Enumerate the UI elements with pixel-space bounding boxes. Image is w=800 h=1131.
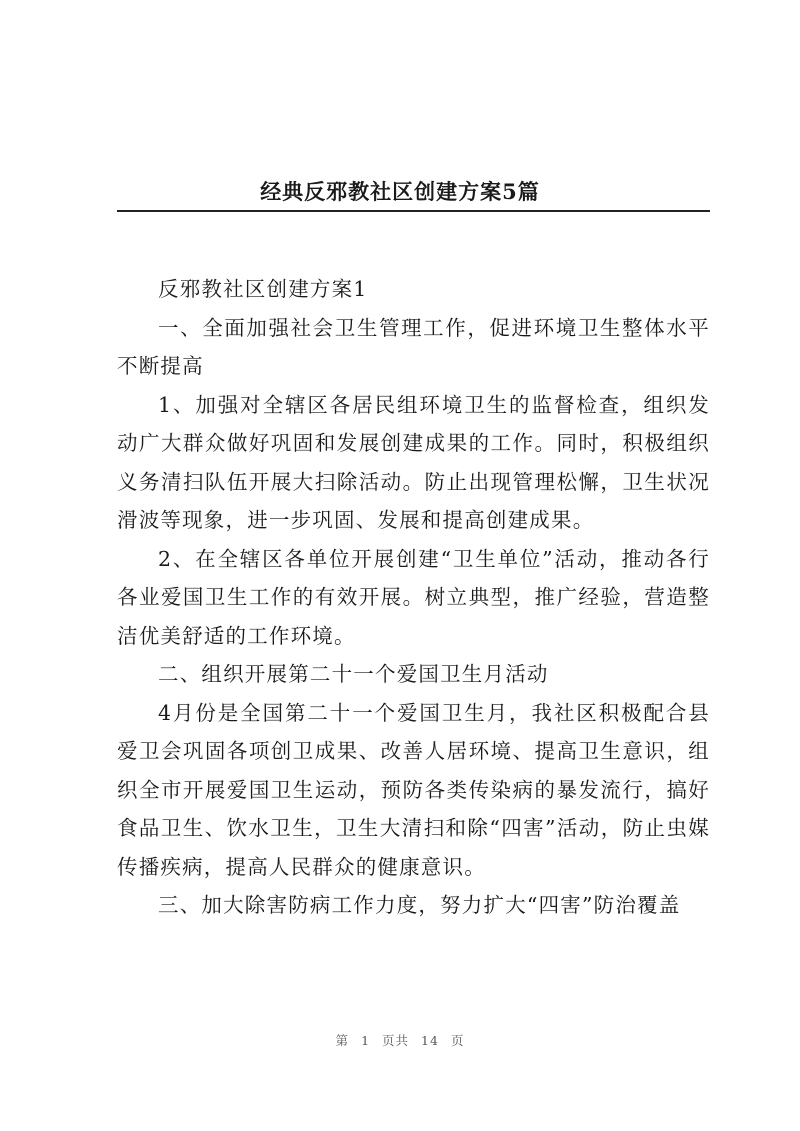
footer-label-pages: 页 <box>450 1033 465 1048</box>
footer-label-of: 页共 <box>382 1033 410 1048</box>
document-title: 经典反邪教社区创建方案5篇 <box>260 179 540 205</box>
footer-current-page: 1 <box>361 1033 371 1048</box>
paragraph: 三、加大除害防病工作力度，努力扩大“四害”防治覆盖 <box>158 893 681 917</box>
paragraph: 4月份是全国第二十一个爱国卫生月，我社区积极配合县爱卫会巩固各项创卫成果、改善人居环境、提高卫生意识，组织全市开展爱国卫生运动，预防各类传染病的暴发流行，搞好食品卫生、饮水卫生，卫生大清扫和除“四害”活动，防止虫媒传播疾病，提高人民群众的健康意识。 <box>117 700 710 879</box>
title-divider <box>117 210 710 212</box>
page-footer <box>0 1031 800 1049</box>
document-body <box>117 270 710 925</box>
footer-total-pages: 14 <box>421 1033 439 1048</box>
paragraph: 一、全面加强社会卫生管理工作，促进环境卫生整体水平不断提高 <box>117 315 710 378</box>
paragraph: 1、加强对全辖区各居民组环境卫生的监督检查，组织发动广大群众做好巩固和发展创建成果的工作。同时，积极组织义务清扫队伍开展大扫除活动。防止出现管理松懈，卫生状况滑波等现象，进一步巩固、发展和提高创建成果。 <box>117 392 710 532</box>
paragraph: 二、组织开展第二十一个爱国卫生月活动 <box>158 662 549 686</box>
paragraph: 2、在全辖区各单位开展创建“卫生单位”活动，推动各行各业爱国卫生工作的有效开展。树立典型，推广经验，营造整洁优美舒适的工作环境。 <box>117 546 710 648</box>
section-heading: 反邪教社区创建方案1 <box>158 277 368 301</box>
footer-label-page: 第 <box>335 1033 350 1048</box>
